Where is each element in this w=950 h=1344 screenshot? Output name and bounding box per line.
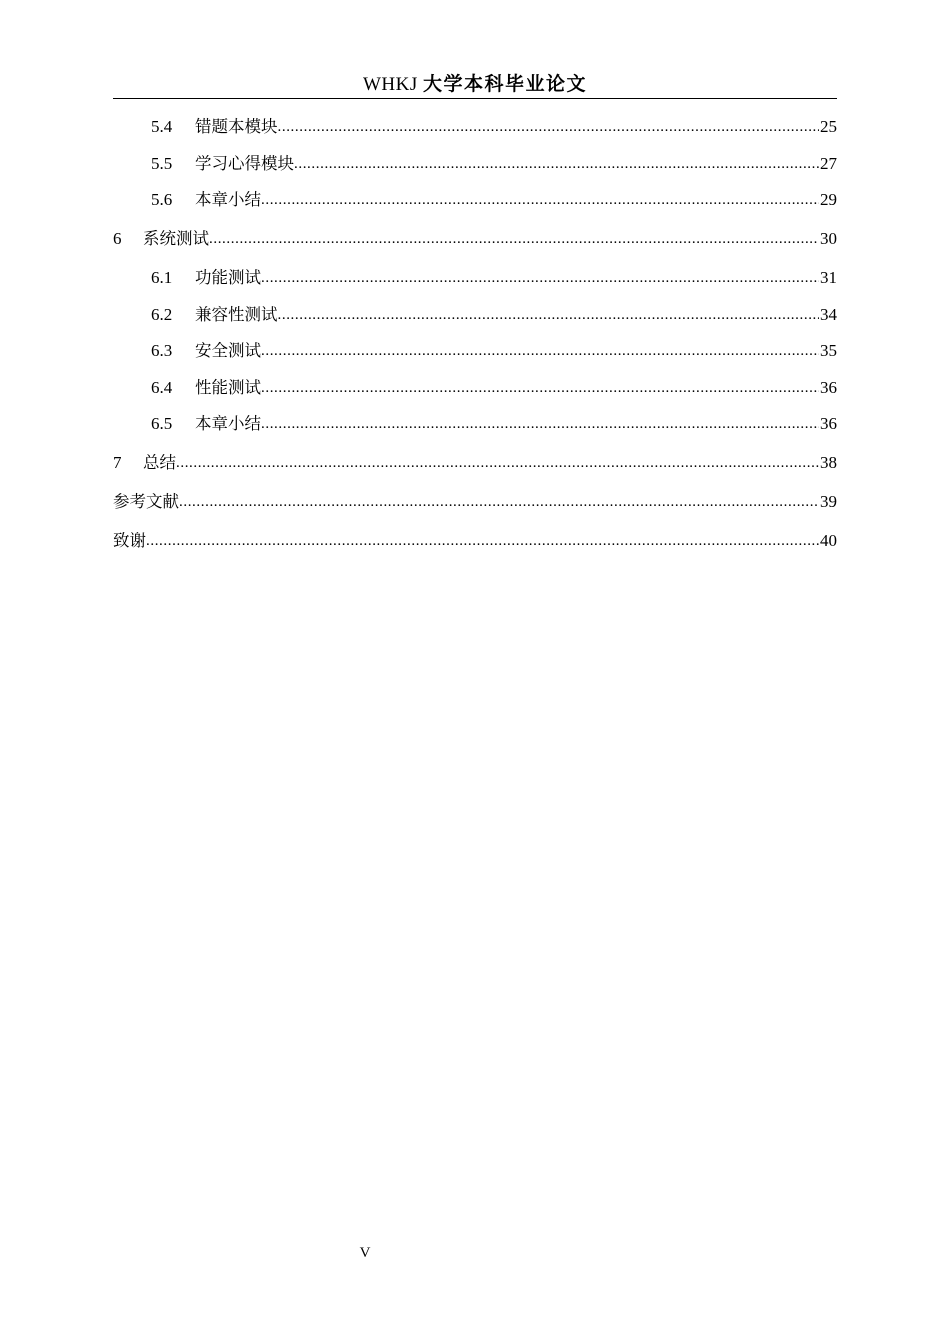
toc-entry-title: 本章小结 bbox=[195, 414, 261, 433]
toc-entry-leader bbox=[294, 152, 819, 176]
toc-entry-number: 7 bbox=[113, 453, 122, 472]
toc-entry-page: 34 bbox=[820, 305, 837, 324]
toc-entry-leader bbox=[261, 266, 819, 290]
header-title-cn: 大学本科毕业论文 bbox=[423, 73, 588, 95]
toc-entry-leader bbox=[176, 451, 819, 475]
toc-entry-page: 29 bbox=[820, 190, 837, 209]
toc-entry-number: 5.5 bbox=[151, 154, 173, 173]
toc-entry[interactable] bbox=[113, 303, 837, 327]
toc-entry[interactable] bbox=[113, 188, 837, 212]
toc-entry[interactable] bbox=[113, 451, 837, 475]
toc-entry-title: 功能测试 bbox=[195, 268, 261, 287]
toc-entry-page: 27 bbox=[820, 154, 837, 173]
toc-entry[interactable] bbox=[113, 339, 837, 363]
toc-entry-page: 30 bbox=[820, 229, 837, 248]
header-title bbox=[363, 74, 587, 95]
toc-entry-title: 安全测试 bbox=[195, 341, 261, 360]
toc-entry-number: 6.4 bbox=[151, 378, 173, 397]
page-number: V bbox=[359, 1245, 371, 1261]
toc-entry-leader bbox=[261, 188, 819, 212]
toc-entry-number: 6 bbox=[113, 229, 122, 248]
toc-entry-number: 6.1 bbox=[151, 268, 173, 287]
toc-entry-leader bbox=[209, 227, 819, 251]
toc-entry-number: 6.3 bbox=[151, 341, 173, 360]
toc-entry-page: 36 bbox=[820, 414, 837, 433]
toc-entry-title: 兼容性测试 bbox=[195, 305, 278, 324]
toc-entry-number: 5.4 bbox=[151, 117, 173, 136]
toc-entry-leader bbox=[261, 339, 819, 363]
toc-entry-leader bbox=[179, 490, 819, 514]
toc-entry-title: 致谢 bbox=[113, 531, 146, 550]
toc-entry[interactable] bbox=[113, 115, 837, 139]
toc-entry[interactable] bbox=[113, 529, 837, 553]
toc-entry[interactable] bbox=[113, 266, 837, 290]
toc-entry-title: 学习心得模块 bbox=[195, 154, 294, 173]
toc-entry-number: 6.5 bbox=[151, 414, 173, 433]
toc-entry-leader bbox=[261, 412, 819, 436]
toc-entry-page: 35 bbox=[820, 341, 837, 360]
toc-entry[interactable] bbox=[113, 490, 837, 514]
toc-entry-title: 性能测试 bbox=[195, 378, 261, 397]
toc-entry[interactable] bbox=[113, 412, 837, 436]
toc-entry-number: 6.2 bbox=[151, 305, 173, 324]
toc-entry-number: 5.6 bbox=[151, 190, 173, 209]
toc-entry-leader bbox=[278, 115, 820, 139]
toc-entry-page: 39 bbox=[820, 492, 837, 511]
toc-entry-title: 参考文献 bbox=[113, 492, 179, 511]
toc-entry-page: 36 bbox=[820, 378, 837, 397]
toc-entry-page: 25 bbox=[820, 117, 837, 136]
toc-entry[interactable] bbox=[113, 227, 837, 251]
toc-entry-page: 40 bbox=[820, 531, 837, 550]
toc-entry-title: 系统测试 bbox=[143, 229, 209, 248]
toc-entry-leader bbox=[261, 376, 819, 400]
toc-entry-page: 38 bbox=[820, 453, 837, 472]
toc-entry-leader bbox=[146, 529, 819, 553]
toc-entry[interactable] bbox=[113, 152, 837, 176]
header-title-latin: WHKJ bbox=[362, 74, 418, 95]
toc-entry-page: 31 bbox=[820, 268, 837, 287]
toc-entry-leader bbox=[278, 303, 820, 327]
toc-entry-title: 总结 bbox=[143, 453, 176, 472]
page-header bbox=[113, 70, 837, 99]
toc-entry-title: 错题本模块 bbox=[195, 117, 278, 136]
toc-entry[interactable] bbox=[113, 376, 837, 400]
toc-entry-title: 本章小结 bbox=[195, 190, 261, 209]
